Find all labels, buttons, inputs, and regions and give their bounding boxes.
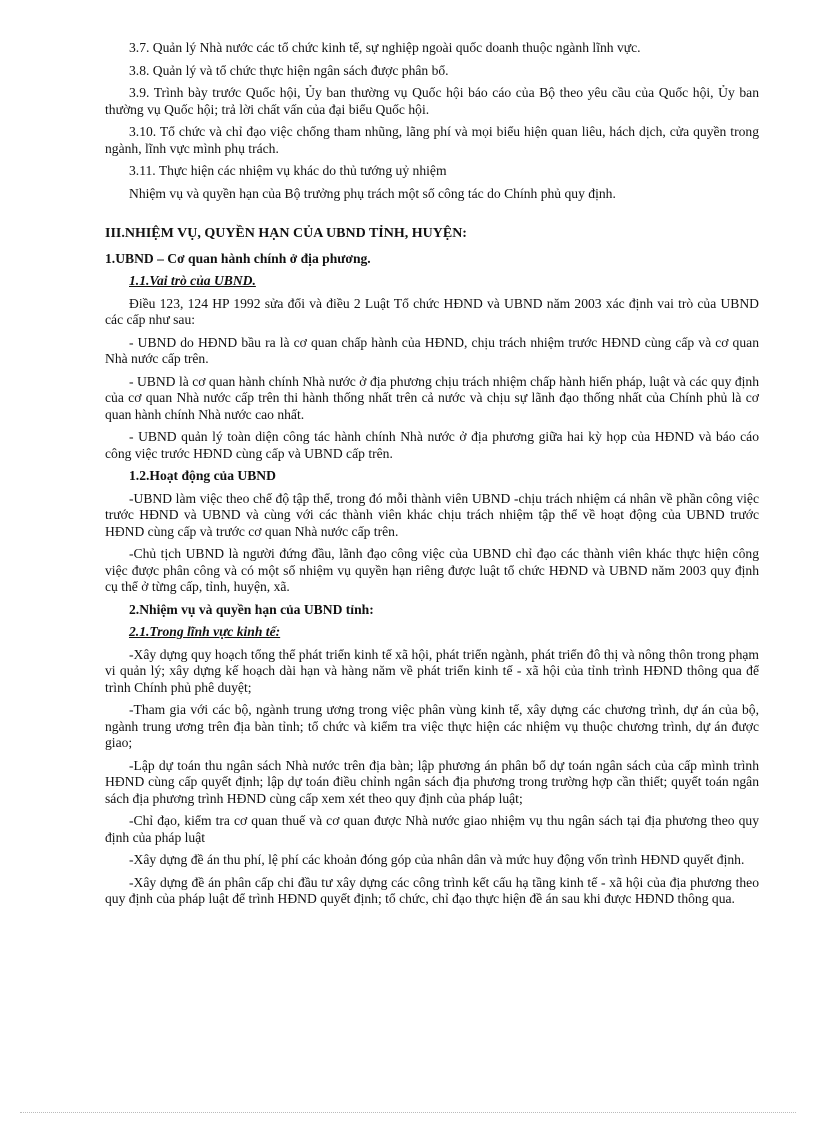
item-3-10: 3.10. Tổ chức và chỉ đạo việc chống tham nhũng, lãng phí và mọi biểu hiện quan liêu, hách dịch, cửa quyền trong ngành, lĩnh vực mình phụ trách.: [105, 124, 759, 156]
paragraph: -Xây dựng đề án phân cấp chi đầu tư xây dựng các công trình kết cấu hạ tầng kinh tế - xã hội của địa phương theo quy định của pháp luật để trình HĐND quyết định; tổ chức, chỉ đạo thực hiện đề án sau khi được HĐND thông qua.: [105, 874, 759, 906]
paragraph: - UBND là cơ quan hành chính Nhà nước ở địa phương chịu trách nhiệm chấp hành hiến pháp, luật và các quy định của cơ quan Nhà nước cấp trên thi hành thống nhất trên cả nước và chịu sự lãnh đạo thống nhất của Chính phủ là cơ quan hành chính Nhà nước cao nhất.: [105, 373, 759, 422]
item-3-11: 3.11. Thực hiện các nhiệm vụ khác do thủ tướng uỷ nhiệm: [129, 163, 447, 178]
item-3-7: 3.7. Quản lý Nhà nước các tổ chức kinh tế, sự nghiệp ngoài quốc doanh thuộc ngành lĩnh vực.: [129, 40, 641, 55]
paragraph: - UBND do HĐND bầu ra là cơ quan chấp hành của HĐND, chịu trách nhiệm trước HĐND cùng cấp và cơ quan Nhà nước cấp trên.: [105, 334, 759, 366]
section-3-heading: III.NHIỆM VỤ, QUYỀN HẠN CỦA UBND TỈNH, HUYỆN:: [105, 226, 467, 241]
paragraph: -Chỉ đạo, kiểm tra cơ quan thuế và cơ quan được Nhà nước giao nhiệm vụ thu ngân sách tại địa phương theo quy định của pháp luật: [105, 813, 759, 845]
paragraph: Điều 123, 124 HP 1992 sửa đổi và điều 2 Luật Tổ chức HĐND và UBND năm 2003 xác định vai trò của UBND các cấp như sau:: [105, 295, 759, 327]
paragraph: -UBND làm việc theo chế độ tập thể, trong đó mỗi thành viên UBND -chịu trách nhiệm cá nhân về phần công việc trước HĐND và UBND và cùng với các thành viên khác chịu trách nhiệm tập thể về hoạt động của UBND trước HĐND cùng cấp và trước cơ quan Nhà nước cấp trên.: [105, 490, 759, 539]
item-3-9: 3.9. Trình bày trước Quốc hội, Ủy ban thường vụ Quốc hội báo cáo của Bộ theo yêu cầu của Quốc hội, Ủy ban thường vụ Quốc hội; trả lời chất vấn của đại biểu Quốc hội.: [105, 85, 759, 117]
paragraph: -Lập dự toán thu ngân sách Nhà nước trên địa bàn; lập phương án phân bổ dự toán ngân sách của cấp mình trình HĐND cùng cấp quyết định; lập dự toán điều chỉnh ngân sách địa phương trong trường hợp cần thiết; quyết toán ngân sách địa phương trình HĐND cùng cấp xem xét theo quy định của pháp luật;: [105, 757, 759, 806]
paragraph: - UBND quản lý toàn diện công tác hành chính Nhà nước ở địa phương giữa hai kỳ họp của HĐND và báo cáo công việc trước HĐND cùng cấp và UBND cấp trên.: [105, 429, 759, 461]
paragraph: -Xây dựng quy hoạch tổng thể phát triển kinh tế xã hội, phát triển ngành, phát triển đô thị và nông thôn trong phạm vi quản lý; xây dựng kế hoạch dài hạn và hàng năm về phát triển kinh tế - xã hội của tỉnh trình HĐND thông qua để trình Chính phủ phê duyệt;: [105, 646, 759, 695]
subsection-1-1-title: 1.1.Vai trò của UBND.: [129, 273, 256, 288]
subsection-1-1-heading: [105, 273, 759, 290]
item-3-8: 3.8. Quản lý và tổ chức thực hiện ngân sách được phân bổ.: [129, 62, 449, 78]
document-page: [105, 40, 759, 914]
paragraph: -Chủ tịch UBND là người đứng đầu, lãnh đạo công việc của UBND chỉ đạo các thành viên khác thực hiện công việc được phân công và có một số nhiệm vụ quyền hạn riêng được luật tổ chức HĐND và UBND năm 2003 quy định cụ thể ở từng cấp, tỉnh, huyện, xã.: [105, 546, 759, 594]
subsection-2-1-heading: [105, 624, 759, 641]
minister-note: Nhiệm vụ và quyền hạn của Bộ trưởng phụ trách một số công tác do Chính phủ quy định.: [129, 185, 616, 201]
subsection-1-heading: 1.UBND – Cơ quan hành chính ở địa phương.: [105, 250, 371, 266]
paragraph: -Xây dựng đề án thu phí, lệ phí các khoản đóng góp của nhân dân và mức huy động vốn trình HĐND quyết định.: [129, 852, 745, 867]
page-bottom-divider: [20, 1112, 796, 1113]
paragraph: -Tham gia với các bộ, ngành trung ương trong việc phân vùng kinh tế, xây dựng các chương trình, dự án của bộ, ngành trung ương trên địa bàn tỉnh; tổ chức và kiểm tra việc thực hiện các nhiệm vụ thuộc chương trình, dự án được giao;: [105, 702, 759, 750]
subsection-1-2-heading: 1.2.Hoạt động của UBND: [129, 468, 276, 483]
subsection-2-heading: 2.Nhiệm vụ và quyền hạn của UBND tỉnh:: [129, 601, 374, 617]
subsection-2-1-title: 2.1.Trong lĩnh vực kinh tế:: [129, 624, 281, 639]
